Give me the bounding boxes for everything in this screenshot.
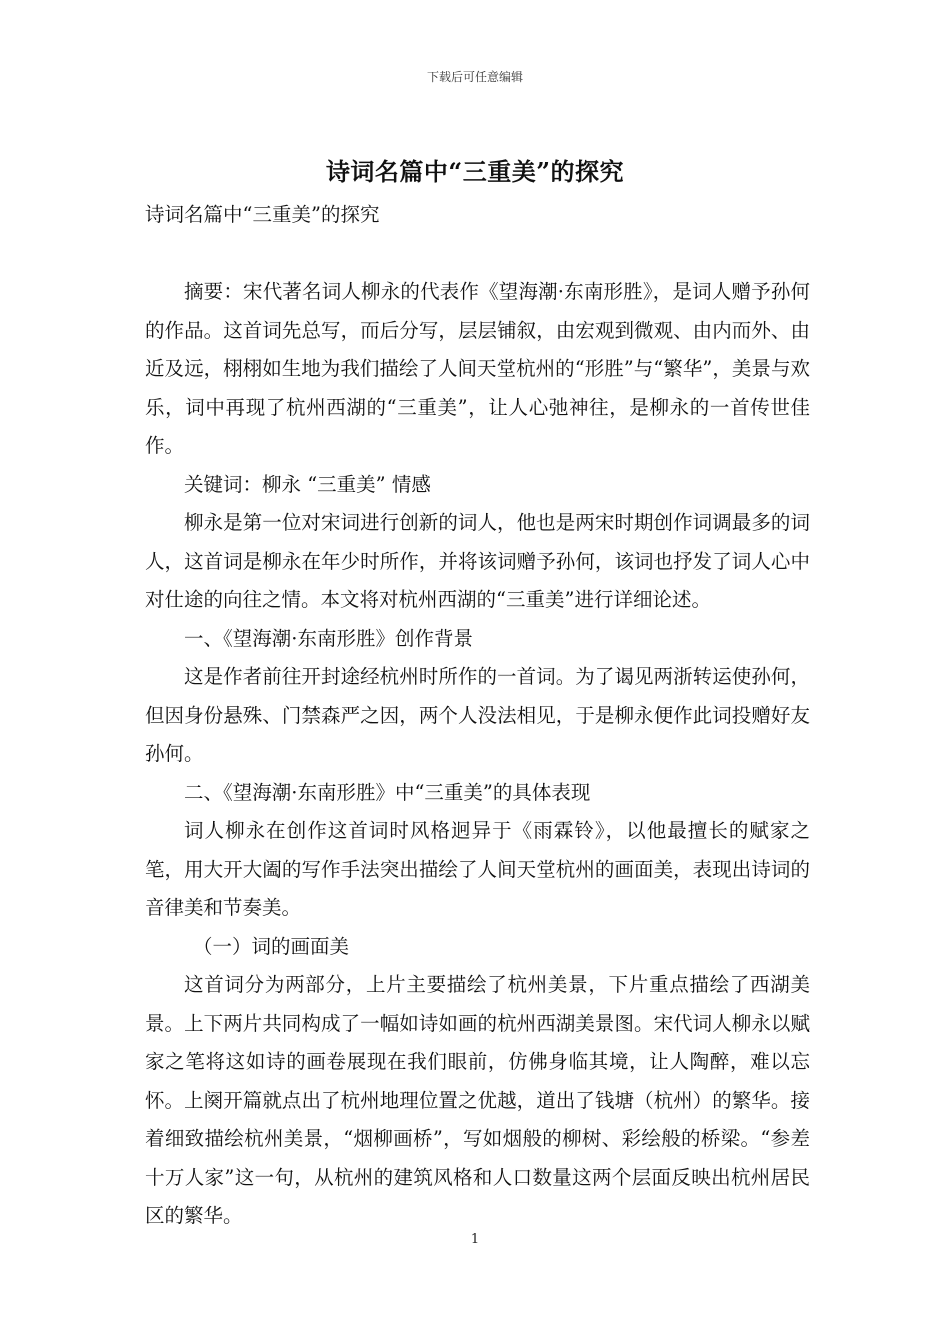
subsection1-paragraph: 这首词分为两部分，上片主要描绘了杭州美景，下片重点描绘了西湖美景。上下两片共同构成了一幅如诗如画的杭州西湖美景图。宋代词人柳永以赋家之笔将这如诗的画卷展现在我们眼前，仿佛身临其境，让人陶醉，难以忘怀。上阕开篇就点出了杭州地理位置之优越，道出了钱塘（杭州）的繁华。接着细致描绘杭州美景，“烟柳画桥”，写如烟般的柳树、彩绘般的桥梁。“参差十万人家”这一句，从杭州的建筑风格和人口数量这两个层面反映出杭州居民区的繁华。 — [145, 973, 810, 1227]
document-body — [145, 196, 810, 1236]
keywords-paragraph: 关键词：柳永 “三重美” 情感 — [184, 472, 431, 496]
blank-line — [145, 235, 810, 274]
page-number: 1 — [470, 1232, 480, 1247]
document-title: 诗词名篇中“三重美”的探究 — [325, 157, 625, 186]
abstract-paragraph: 摘要：宋代著名词人柳永的代表作《望海潮·东南形胜》，是词人赠予孙何的作品。这首词先总写，而后分写，层层铺叙，由宏观到微观、由内而外、由近及远，栩栩如生地为我们描绘了人间天堂杭州的“形胜”与“繁华”，美景与欢乐，词中再现了杭州西湖的“三重美”，让人心弛神往，是柳永的一首传世佳作。 — [145, 280, 810, 457]
section2-heading: 二、《望海潮·东南形胜》中“三重美”的具体表现 — [184, 780, 591, 804]
intro-paragraph: 柳永是第一位对宋词进行创新的词人，他也是两宋时期创作词调最多的词人，这首词是柳永在年少时所作，并将该词赠予孙何，该词也抒发了词人心中对仕途的向往之情。本文将对杭州西湖的“三重美”进行详细论述。 — [145, 511, 810, 611]
section1-heading: 一、《望海潮·东南形胜》创作背景 — [184, 626, 473, 650]
page-header: 下载后可任意编辑 — [426, 70, 523, 84]
section2-paragraph: 词人柳永在创作这首词时风格迥异于《雨霖铃》，以他最擅长的赋家之笔，用大开大阖的写作手法突出描绘了人间天堂杭州的画面美，表现出诗词的音律美和节奏美。 — [145, 819, 810, 919]
subsection1-heading: （一）词的画面美 — [193, 934, 350, 958]
subtitle-line: 诗词名篇中“三重美”的探究 — [145, 203, 380, 226]
section1-paragraph: 这是作者前往开封途经杭州时所作的一首词。为了谒见两浙转运使孙何，但因身份悬殊、门禁森严之因，两个人没法相见，于是柳永便作此词投赠好友孙何。 — [145, 665, 810, 765]
